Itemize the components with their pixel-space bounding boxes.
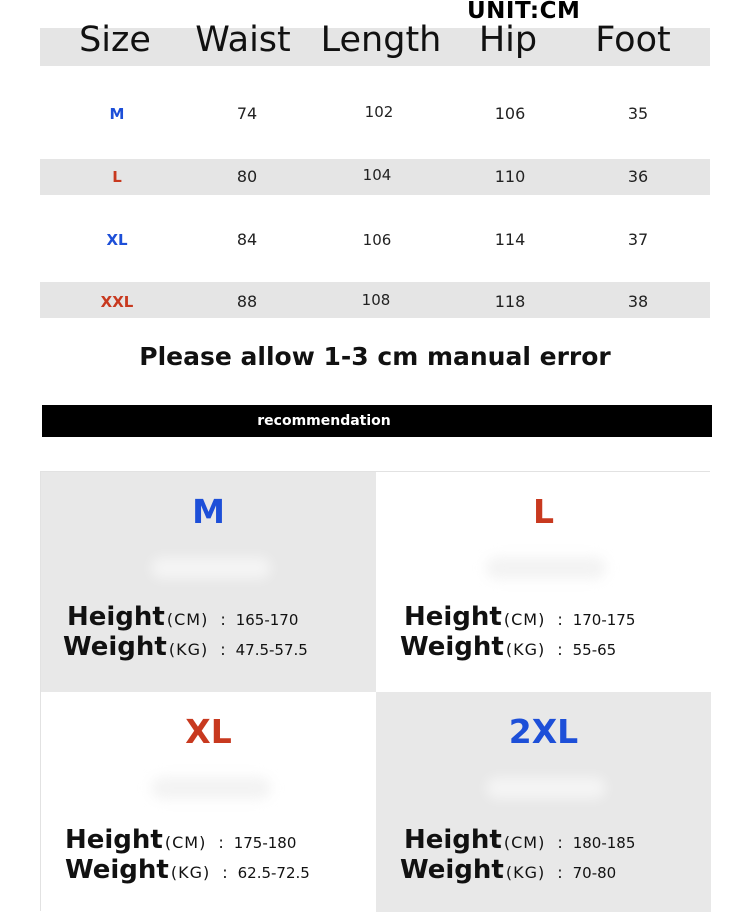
height-label: Height [404, 825, 502, 855]
colon: : [557, 863, 563, 882]
height-value: 170-175 [572, 611, 636, 629]
blurred-mark [486, 777, 606, 799]
weight-unit: (KG) [505, 863, 546, 882]
height-label: Height [65, 825, 163, 855]
weight-value: 47.5-57.5 [235, 641, 308, 659]
table-row [40, 282, 710, 318]
height-line [67, 602, 298, 632]
height-line [65, 825, 296, 855]
length-cell: 104 [362, 166, 392, 184]
size-cell: XXL [100, 293, 134, 311]
colon: : [557, 610, 563, 629]
colon: : [220, 610, 226, 629]
recommendation-card-xl [41, 692, 376, 912]
foot-cell: 38 [627, 292, 649, 311]
weight-unit: (KG) [168, 640, 209, 659]
recommendation-bar [42, 405, 712, 437]
waist-cell: 84 [236, 230, 258, 249]
hip-cell: 118 [494, 292, 526, 311]
weight-line [400, 855, 616, 885]
weight-line [400, 632, 616, 662]
weight-line [65, 855, 310, 885]
colon: : [218, 833, 224, 852]
size-cell: L [112, 168, 122, 186]
weight-value: 62.5-72.5 [237, 864, 310, 882]
weight-value: 55-65 [572, 641, 617, 659]
weight-label: Weight [63, 632, 167, 662]
recommendation-card-m [41, 472, 376, 692]
card-size-label: L [532, 492, 555, 531]
weight-label: Weight [400, 855, 504, 885]
recommendation-grid [40, 471, 710, 911]
height-unit: (CM) [503, 833, 546, 852]
height-label: Height [404, 602, 502, 632]
recommendation-label: recommendation [257, 413, 391, 429]
weight-value: 70-80 [572, 864, 617, 882]
foot-cell: 35 [627, 104, 649, 123]
column-header-foot: Foot [595, 20, 671, 60]
height-value: 180-185 [572, 834, 636, 852]
height-unit: (CM) [503, 610, 546, 629]
waist-cell: 74 [236, 104, 258, 123]
length-cell: 106 [362, 231, 392, 249]
card-size-label: XL [185, 712, 232, 751]
weight-label: Weight [65, 855, 169, 885]
weight-line [63, 632, 308, 662]
hip-cell: 106 [494, 104, 526, 123]
height-value: 165-170 [235, 611, 299, 629]
card-size-label: M [192, 492, 225, 531]
colon: : [557, 640, 563, 659]
height-unit: (CM) [164, 833, 207, 852]
waist-cell: 88 [236, 292, 258, 311]
column-header-size: Size [79, 20, 151, 60]
foot-cell: 36 [627, 167, 649, 186]
unit-label: UNIT:CM [467, 0, 581, 24]
weight-unit: (KG) [505, 640, 546, 659]
weight-unit: (KG) [170, 863, 211, 882]
height-line [404, 602, 635, 632]
measurement-error-note: Please allow 1-3 cm manual error [139, 342, 611, 371]
column-header-hip: Hip [478, 20, 538, 60]
height-value: 175-180 [233, 834, 297, 852]
colon: : [557, 833, 563, 852]
hip-cell: 114 [494, 230, 526, 249]
column-header-waist: Waist [195, 20, 291, 60]
waist-cell: 80 [236, 167, 258, 186]
length-cell: 102 [364, 103, 394, 121]
table-row [40, 96, 710, 132]
size-cell: M [109, 105, 125, 123]
colon: : [220, 640, 226, 659]
column-header-length: Length [320, 20, 442, 60]
blurred-mark [151, 777, 271, 799]
table-row [40, 222, 710, 258]
recommendation-card-2xl [376, 692, 711, 912]
table-row [40, 159, 710, 195]
blurred-mark [486, 557, 606, 579]
recommendation-card-l [376, 472, 711, 692]
blurred-mark [151, 557, 271, 579]
height-unit: (CM) [166, 610, 209, 629]
height-line [404, 825, 635, 855]
colon: : [222, 863, 228, 882]
length-cell: 108 [361, 291, 391, 309]
size-cell: XL [106, 231, 128, 249]
weight-label: Weight [400, 632, 504, 662]
foot-cell: 37 [627, 230, 649, 249]
height-label: Height [67, 602, 165, 632]
hip-cell: 110 [494, 167, 526, 186]
card-size-label: 2XL [508, 712, 579, 751]
